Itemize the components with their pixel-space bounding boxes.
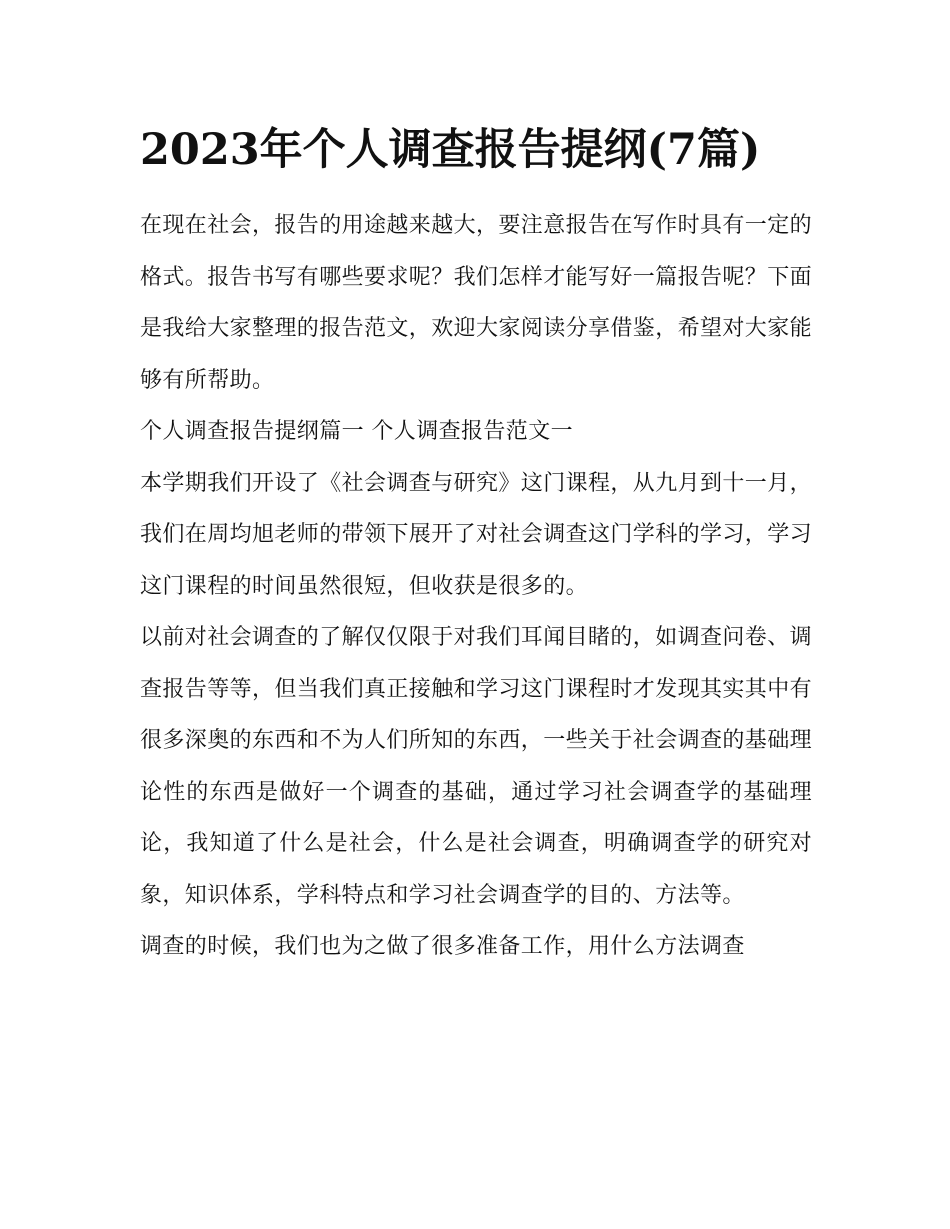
body-paragraph-1: 本学期我们开设了《社会调查与研究》这门课程，从九月到十一月，我们在周均旭老师的带领下展开了对社会调查这门学科的学习，学习这门课程的时间虽然很短，但收获是很多的。: [140, 470, 813, 599]
intro-paragraph: 在现在社会，报告的用途越来越大，要注意报告在写作时具有一定的格式。报告书写有哪些要求呢？我们怎样才能写好一篇报告呢？下面是我给大家整理的报告范文，欢迎大家阅读分享借鉴，希望对大家能够有所帮助。: [140, 213, 813, 393]
body-paragraph-2: 以前对社会调查的了解仅仅限于对我们耳闻目睹的，如调查问卷、调查报告等等，但当我们真正接触和学习这门课程时才发现其实其中有很多深奥的东西和不为人们所知的东西，一些关于社会调查的基础理论性的东西是做好一个调查的基础，通过学习社会调查学的基础理论，我知道了什么是社会，什么是社会调查，明确调查学的研究对象，知识体系，学科特点和学习社会调查学的目的、方法等。: [140, 625, 813, 908]
document-title: 2023年个人调查报告提纲(7篇): [140, 125, 761, 175]
body-paragraph-3: 调查的时候，我们也为之做了很多准备工作，用什么方法调查: [140, 934, 745, 959]
document-body: [140, 118, 812, 973]
section-heading: 个人调查报告提纲篇一 个人调查报告范文一: [140, 419, 573, 444]
